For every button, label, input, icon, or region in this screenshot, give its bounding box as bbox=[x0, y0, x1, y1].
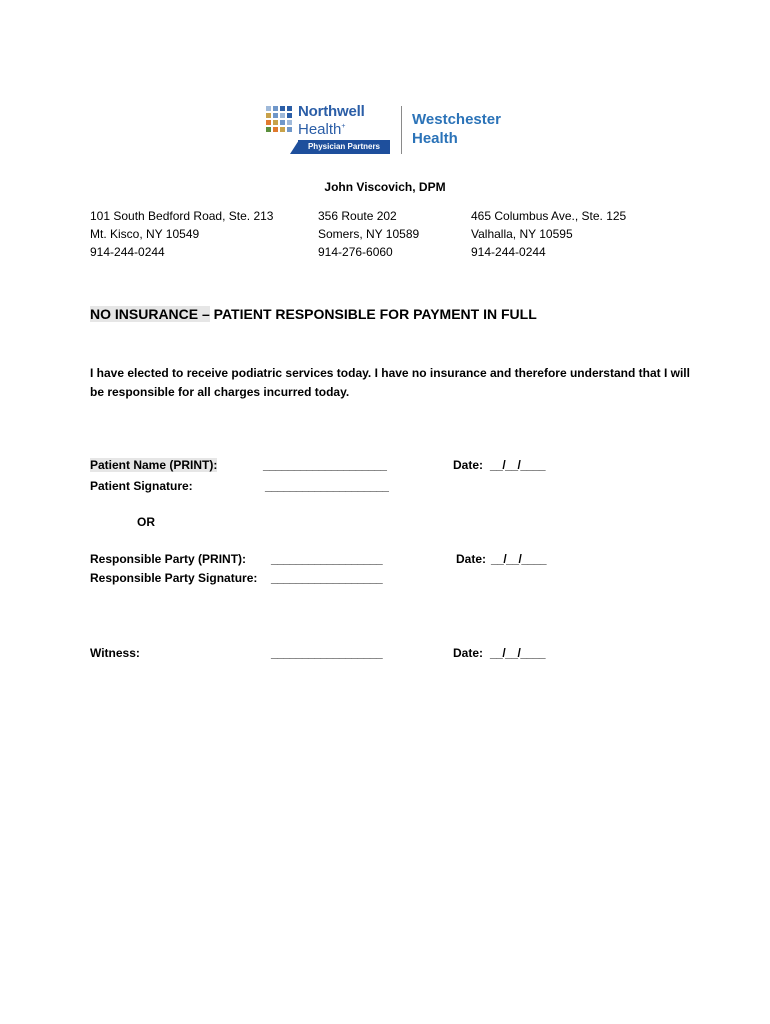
location-city: Valhalla, NY 10595 bbox=[471, 227, 573, 241]
responsibility-statement: I have elected to receive podiatric services today. I have no insurance and therefore understand that I will be responsible for all charges incurred today. bbox=[90, 366, 690, 399]
patient-signature-field[interactable]: ____________________ bbox=[265, 479, 389, 493]
location-mt-kisco bbox=[90, 207, 273, 261]
responsible-signature-field[interactable]: __________________ bbox=[271, 571, 383, 585]
westchester-health-logo: Westchester Health bbox=[412, 111, 501, 147]
location-street: 356 Route 202 bbox=[318, 209, 397, 223]
northwell-logo-icon bbox=[266, 106, 294, 134]
northwell-health: Health+ bbox=[298, 121, 346, 138]
patient-name-label: Patient Name (PRINT): bbox=[90, 458, 218, 472]
location-phone: 914-276-6060 bbox=[318, 245, 393, 259]
witness-label: Witness: bbox=[90, 646, 140, 660]
logo-divider bbox=[401, 106, 402, 154]
responsible-party-label: Responsible Party (PRINT): bbox=[90, 552, 247, 566]
location-phone: 914-244-0244 bbox=[471, 245, 546, 259]
location-city: Somers, NY 10589 bbox=[318, 227, 420, 241]
responsible-date-field[interactable]: __/__/____ bbox=[491, 552, 547, 566]
patient-date-label: Date: bbox=[453, 458, 484, 472]
northwell-name: Northwell bbox=[298, 103, 365, 120]
responsible-signature-label: Responsible Party Signature: bbox=[90, 571, 258, 585]
form-title bbox=[90, 306, 537, 322]
doctor-name: John Viscovich, DPM bbox=[324, 180, 446, 194]
location-somers bbox=[318, 207, 419, 261]
form-title-rest: PATIENT RESPONSIBLE FOR PAYMENT IN FULL bbox=[209, 306, 537, 322]
form-title-highlight: NO INSURANCE – bbox=[90, 306, 210, 322]
location-phone: 914-244-0244 bbox=[90, 245, 165, 259]
logo-block bbox=[266, 104, 506, 156]
or-separator: OR bbox=[137, 515, 155, 529]
witness-date-label: Date: bbox=[453, 646, 484, 660]
physician-partners-bar: Physician Partners bbox=[298, 140, 390, 154]
location-valhalla bbox=[471, 207, 626, 261]
patient-signature-label: Patient Signature: bbox=[90, 479, 193, 493]
witness-date-field[interactable]: __/__/____ bbox=[490, 646, 546, 660]
responsible-party-field[interactable]: __________________ bbox=[271, 552, 383, 566]
witness-field[interactable]: __________________ bbox=[271, 646, 383, 660]
location-city: Mt. Kisco, NY 10549 bbox=[90, 227, 200, 241]
location-street: 465 Columbus Ave., Ste. 125 bbox=[471, 209, 627, 223]
location-street: 101 South Bedford Road, Ste. 213 bbox=[90, 209, 274, 223]
patient-name-field[interactable]: ____________________ bbox=[263, 458, 387, 472]
patient-date-field[interactable]: __/__/____ bbox=[490, 458, 546, 472]
responsible-date-label: Date: bbox=[456, 552, 487, 566]
